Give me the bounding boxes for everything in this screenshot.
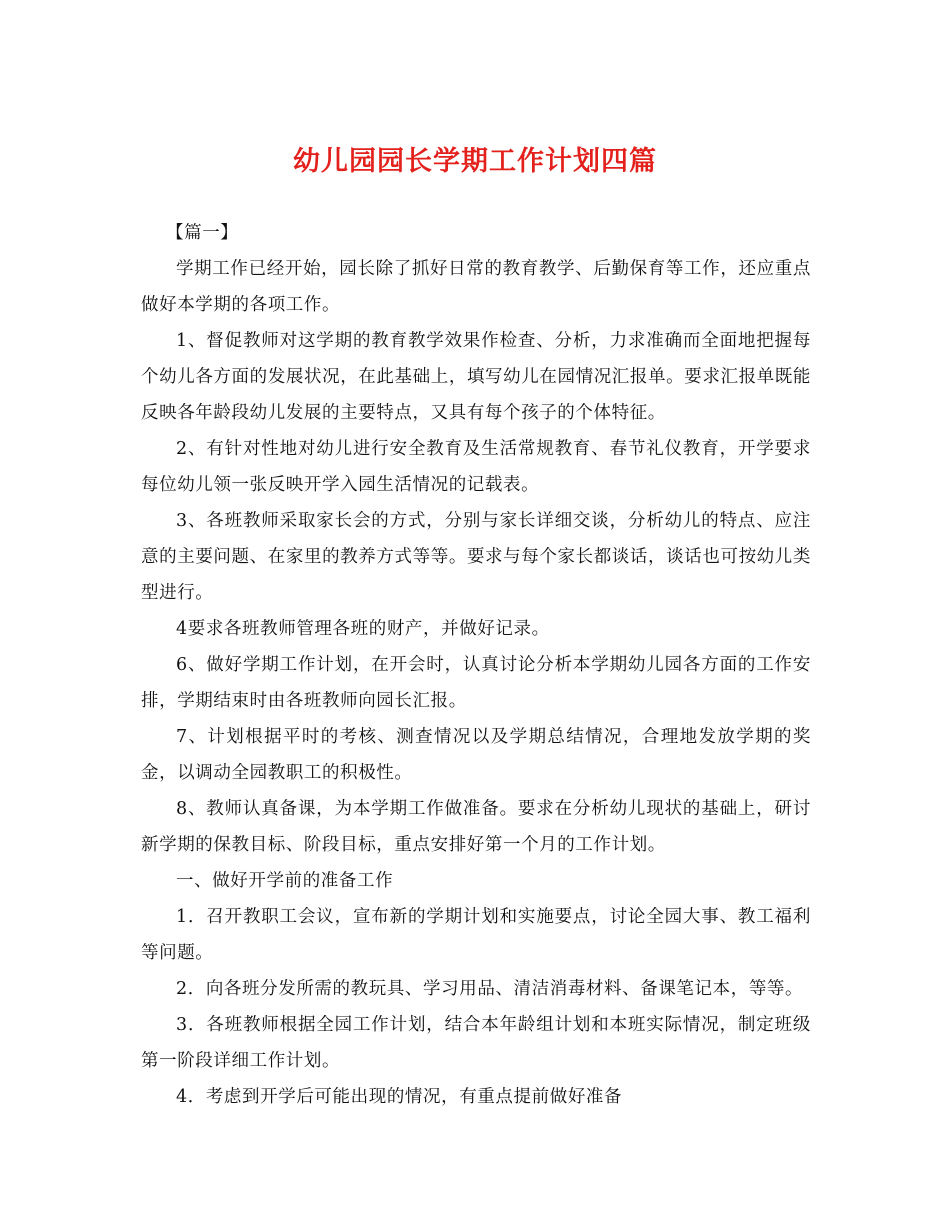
paragraph: 1、督促教师对这学期的教育教学效果作检查、分析，力求准确而全面地把握每个幼儿各方面的发展状况，在此基础上，填写幼儿在园情况汇报单。要求汇报单既能反映各年龄段幼儿发展的主要特点，又具有每个孩子的个体特征。 (141, 331, 811, 423)
paragraph: 3、各班教师采取家长会的方式，分别与家长详细交谈，分析幼儿的特点、应注意的主要问题、在家里的教养方式等等。要求与每个家长都谈话，谈话也可按幼儿类型进行。 (141, 511, 811, 603)
subsection-heading: 一、做好开学前的准备工作 (176, 871, 394, 891)
paragraph: 6、做好学期工作计划，在开会时，认真讨论分析本学期幼儿园各方面的工作安排，学期结束时由各班教师向园长汇报。 (141, 655, 811, 711)
section-heading: 【篇一】 (166, 223, 239, 243)
document-body (141, 215, 811, 1115)
paragraph: 3．各班教师根据全园工作计划，结合本年龄组计划和本班实际情况，制定班级第一阶段详细工作计划。 (141, 1015, 811, 1071)
paragraph: 1．召开教职工会议，宣布新的学期计划和实施要点，讨论全园大事、教工福利等问题。 (141, 907, 811, 963)
paragraph: 学期工作已经开始，园长除了抓好日常的教育教学、后勤保育等工作，还应重点做好本学期的各项工作。 (141, 259, 811, 315)
paragraph: 2．向各班分发所需的教玩具、学习用品、清洁消毒材料、备课笔记本，等等。 (176, 979, 804, 999)
paragraph: 7、计划根据平时的考核、测查情况以及学期总结情况，合理地发放学期的奖金，以调动全园教职工的积极性。 (141, 727, 811, 783)
paragraph: 4．考虑到开学后可能出现的情况，有重点提前做好准备 (176, 1087, 623, 1107)
paragraph: 2、有针对性地对幼儿进行安全教育及生活常规教育、春节礼仪教育，开学要求每位幼儿领一张反映开学入园生活情况的记载表。 (141, 439, 811, 495)
paragraph: 8、教师认真备课，为本学期工作做准备。要求在分析幼儿现状的基础上，研讨新学期的保教目标、阶段目标，重点安排好第一个月的工作计划。 (141, 799, 811, 855)
paragraph: 4要求各班教师管理各班的财产，并做好记录。 (176, 619, 550, 639)
document-title: 幼儿园园长学期工作计划四篇 (293, 146, 657, 177)
